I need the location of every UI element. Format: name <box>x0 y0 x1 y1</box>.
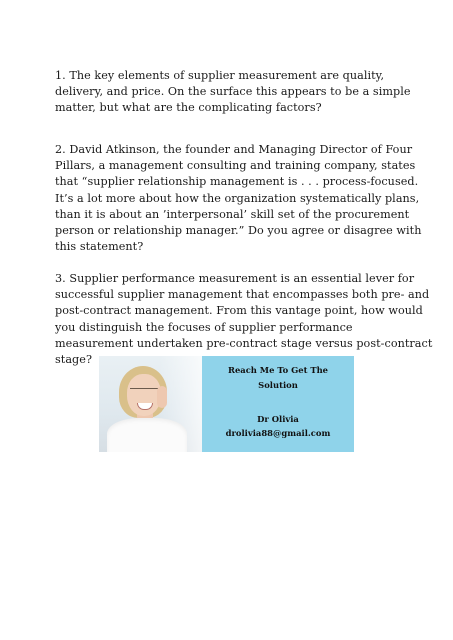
question-line: stage? <box>55 353 92 367</box>
contact-name: Dr Olivia <box>257 414 299 424</box>
question-line: 2. David Atkinson, the founder and Managing Director of Four <box>55 143 413 156</box>
question-line: this statement? <box>55 240 144 254</box>
contact-banner <box>99 356 354 452</box>
question-line: Pillars, a management consulting and training company, states <box>55 159 416 173</box>
question-line: you distinguish the focuses of supplier performance <box>55 320 353 334</box>
question-line: than it is about an ’interpersonal’ skill set of the procurement <box>55 207 410 221</box>
question-line: successful supplier management that encompasses both pre- and <box>55 288 430 302</box>
question-3 <box>55 271 433 368</box>
woman-photo <box>99 356 202 452</box>
question-line: post-contract management. From this vantage point, how would <box>55 304 423 318</box>
question-line: It’s a lot more about how the organization systematically plans, <box>55 191 420 205</box>
question-line: matter, but what are the complicating factors? <box>55 101 322 115</box>
banner-headline: Reach Me To Get The <box>227 365 329 375</box>
contact-email[interactable]: drolivia88@gmail.com <box>225 428 331 438</box>
question-line: measurement undertaken pre-contract stage versus post-contract <box>55 336 433 350</box>
banner-subheadline: Solution <box>258 380 298 390</box>
glasses-icon <box>130 388 160 396</box>
shirt-shape <box>107 418 187 452</box>
question-line: that “supplier relationship management is . . . process-focused. <box>55 175 419 189</box>
question-line: person or relationship manager.” Do you agree or disagree with <box>55 224 422 238</box>
hand-shape <box>157 386 167 408</box>
question-line: 3. Supplier performance measurement is an essential lever for <box>55 272 415 285</box>
question-line: 1. The key elements of supplier measurement are quality, <box>55 69 385 82</box>
question-line: delivery, and price. On the surface this appears to be a simple <box>55 85 411 99</box>
question-1 <box>55 68 411 117</box>
question-2 <box>55 142 422 255</box>
contact-info-panel <box>202 356 354 452</box>
